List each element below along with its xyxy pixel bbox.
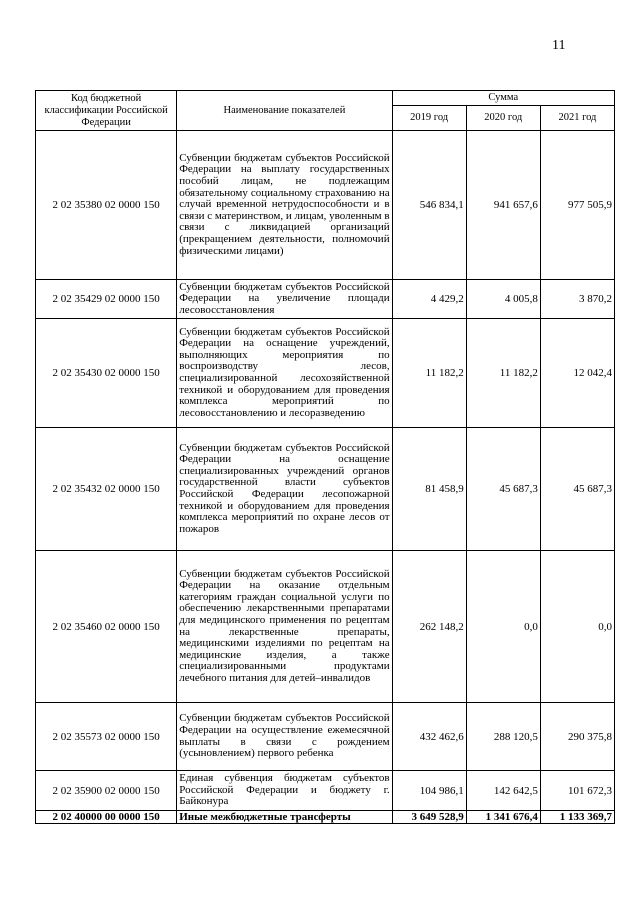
- page-number: 11: [552, 38, 566, 53]
- budget-table: [35, 90, 615, 824]
- row-value-2020: 45 687,3: [466, 428, 540, 551]
- row-code: 2 02 35573 02 0000 150: [36, 703, 177, 771]
- row-name: Субвенции бюджетам субъектов Российской Федерации на оказание отдельным категориям граждан социальной услуги по обеспечению лекарственными препаратами для медицинского применения по рецептам на лекарственные препараты, медицинскими изделиями по рецептам на медицинские изделия, а также специализированными продуктами лечебного питания для детей–инвалидов: [177, 551, 392, 703]
- header-name: Наименование показателей: [177, 91, 392, 131]
- row-code: 2 02 35460 02 0000 150: [36, 551, 177, 703]
- total-code: 2 02 40000 00 0000 150: [36, 811, 177, 824]
- total-value-2021: 1 133 369,7: [540, 811, 614, 824]
- table-row: [36, 551, 615, 703]
- row-code: 2 02 35430 02 0000 150: [36, 319, 177, 428]
- row-value-2020: 11 182,2: [466, 319, 540, 428]
- row-value-2020: 288 120,5: [466, 703, 540, 771]
- row-value-2020: 941 657,6: [466, 131, 540, 280]
- row-name: Субвенции бюджетам субъектов Российской Федерации на осуществление ежемесячной выплаты в связи с рождением (усыновлением) первого ребенка: [177, 703, 392, 771]
- row-value-2021: 12 042,4: [540, 319, 614, 428]
- row-value-2021: 45 687,3: [540, 428, 614, 551]
- table-row: [36, 771, 615, 811]
- row-value-2019: 262 148,2: [392, 551, 466, 703]
- row-value-2020: 4 005,8: [466, 280, 540, 319]
- row-value-2021: 3 870,2: [540, 280, 614, 319]
- header-sum: Сумма: [392, 91, 614, 106]
- row-name: Субвенции бюджетам субъектов Российской Федерации на увеличение площади лесовосстановления: [177, 280, 392, 319]
- header-year-2021: 2021 год: [540, 106, 614, 131]
- total-name: Иные межбюджетные трансферты: [177, 811, 392, 824]
- row-name: Единая субвенция бюджетам субъектов Российской Федерации и бюджету г. Байконура: [177, 771, 392, 811]
- row-value-2021: 977 505,9: [540, 131, 614, 280]
- table-row: [36, 280, 615, 319]
- header-code: Код бюджетной классификации Российской Федерации: [36, 91, 177, 131]
- row-code: 2 02 35380 02 0000 150: [36, 131, 177, 280]
- row-value-2020: 0,0: [466, 551, 540, 703]
- row-value-2019: 104 986,1: [392, 771, 466, 811]
- row-name: Субвенции бюджетам субъектов Российской Федерации на оснащение специализированных учреждений органов государственной власти субъектов Российской Федерации лесопожарной техникой и оборудованием для проведения комплекса мероприятий по охране лесов от пожаров: [177, 428, 392, 551]
- table-row: [36, 428, 615, 551]
- row-code: 2 02 35900 02 0000 150: [36, 771, 177, 811]
- table-row: [36, 131, 615, 280]
- row-value-2021: 290 375,8: [540, 703, 614, 771]
- row-value-2020: 142 642,5: [466, 771, 540, 811]
- row-name: Субвенции бюджетам субъектов Российской Федерации на выплату государственных пособий лицам, не подлежащим обязательному социальному страхованию на случай временной нетрудоспособности и в связи с материнством, и лицам, уволенным в связи с ликвидацией организаций (прекращением деятельности, полномочий физическими лицами): [177, 131, 392, 280]
- row-value-2021: 101 672,3: [540, 771, 614, 811]
- row-value-2021: 0,0: [540, 551, 614, 703]
- row-value-2019: 546 834,1: [392, 131, 466, 280]
- table-row: [36, 703, 615, 771]
- table-row: [36, 319, 615, 428]
- header-year-2020: 2020 год: [466, 106, 540, 131]
- header-year-2019: 2019 год: [392, 106, 466, 131]
- row-value-2019: 4 429,2: [392, 280, 466, 319]
- row-code: 2 02 35432 02 0000 150: [36, 428, 177, 551]
- row-name: Субвенции бюджетам субъектов Российской Федерации на оснащение учреждений, выполняющих мероприятия по воспроизводству лесов, специализированной лесохозяйственной техникой и оборудованием для проведения комплекса мероприятий по лесовосстановлению и лесоразведению: [177, 319, 392, 428]
- total-value-2020: 1 341 676,4: [466, 811, 540, 824]
- row-code: 2 02 35429 02 0000 150: [36, 280, 177, 319]
- total-row: [36, 811, 615, 824]
- total-value-2019: 3 649 528,9: [392, 811, 466, 824]
- row-value-2019: 81 458,9: [392, 428, 466, 551]
- row-value-2019: 11 182,2: [392, 319, 466, 428]
- row-value-2019: 432 462,6: [392, 703, 466, 771]
